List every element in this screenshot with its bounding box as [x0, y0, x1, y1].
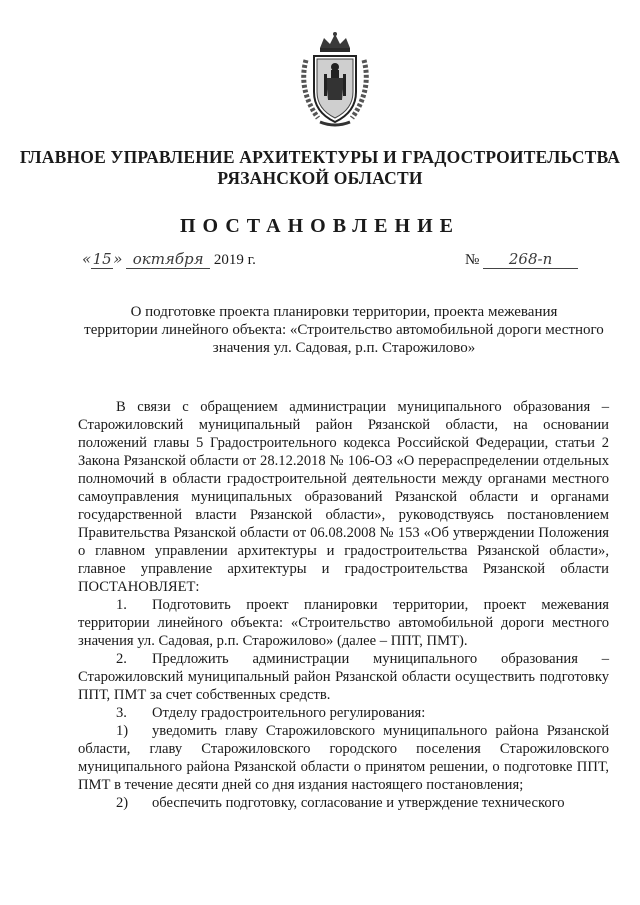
preamble-paragraph: В связи с обращением администрации муниципального образования – Старожиловский муниципальный район Рязанской области, на основании положений главы 5 Градостроительного кодекса Российской Федерации, статьи 2 Закона Рязанской области от 28.12.2018 № 106-ОЗ «О перераспределении отдельных полномочий в области градостроительной деятельности между органами местного самоуправления муниципальных образований Рязанской области и органами государственной власти Рязанской области», руководствуясь постановлением Правительства Рязанской области от 06.08.2008 № 153 «Об утверждении Положения о главном управлении архитектуры и градостроительства Рязанской области», главное управление архитектуры и градостроительства Рязанской области ПОСТАНОВЛЯЕТ: — [78, 399, 609, 595]
organization-name-line2: РЯЗАНСКОЙ ОБЛАСТИ — [217, 168, 423, 188]
item-number: 1. — [116, 597, 127, 613]
number-value: 268-п — [483, 250, 578, 269]
item-text: Подготовить проект планировки территории, проект межевания территории линейного объекта: «Строительство автомобильной дороги местного значения ул. Садовая, р.п. Старожилово» (далее – ППТ, ПМТ). — [78, 597, 609, 649]
date-close-quote: » — [113, 250, 123, 268]
subitem-text: обеспечить подготовку, согласование и утверждение технического — [152, 795, 565, 811]
document-type-title: ПОСТАНОВЛЕНИЕ — [180, 215, 460, 237]
subject-line: значения ул. Садовая, р.п. Старожилово» — [212, 340, 476, 356]
document-body — [78, 398, 609, 812]
document-number — [465, 250, 578, 269]
sub-list-item — [78, 722, 609, 794]
date-year: 2019 г. — [213, 252, 256, 268]
document-subject — [78, 303, 610, 357]
subitem-text: уведомить главу Старожиловского муниципального района Рязанской области, главу Старожиловского городского поселения Старожиловского муниципального района Рязанской области о принятом решении, о подготовке ППТ, ПМТ в течение десяти дней со дня издания настоящего постановления; — [78, 723, 609, 793]
number-sign: № — [465, 252, 480, 268]
list-item — [78, 596, 609, 650]
subject-line: О подготовке проекта планировки территории, проекта межевания — [130, 304, 558, 320]
item-text: Отделу градостроительного регулирования: — [152, 705, 426, 721]
subject-line: территории линейного объекта: «Строительство автомобильной дороги местного — [84, 322, 604, 338]
subitem-number: 1) — [116, 723, 129, 739]
list-item — [78, 650, 609, 704]
coat-of-arms-icon — [292, 30, 378, 130]
date-open-quote: « — [82, 250, 92, 268]
date-month: октября — [126, 250, 210, 269]
list-item — [78, 704, 609, 722]
item-number: 2. — [116, 651, 127, 667]
document-date — [82, 250, 256, 269]
subitem-number: 2) — [116, 795, 129, 811]
item-number: 3. — [116, 705, 127, 721]
item-text: Предложить администрации муниципального образования – Старожиловский муниципальный район Рязанской области осуществить подготовку ППТ, ПМТ за счет собственных средств. — [78, 651, 609, 703]
organization-name-line1: ГЛАВНОЕ УПРАВЛЕНИЕ АРХИТЕКТУРЫ И ГРАДОСТРОИТЕЛЬСТВА — [19, 147, 621, 167]
date-day: 15 — [92, 250, 112, 268]
sub-list-item — [78, 794, 609, 812]
